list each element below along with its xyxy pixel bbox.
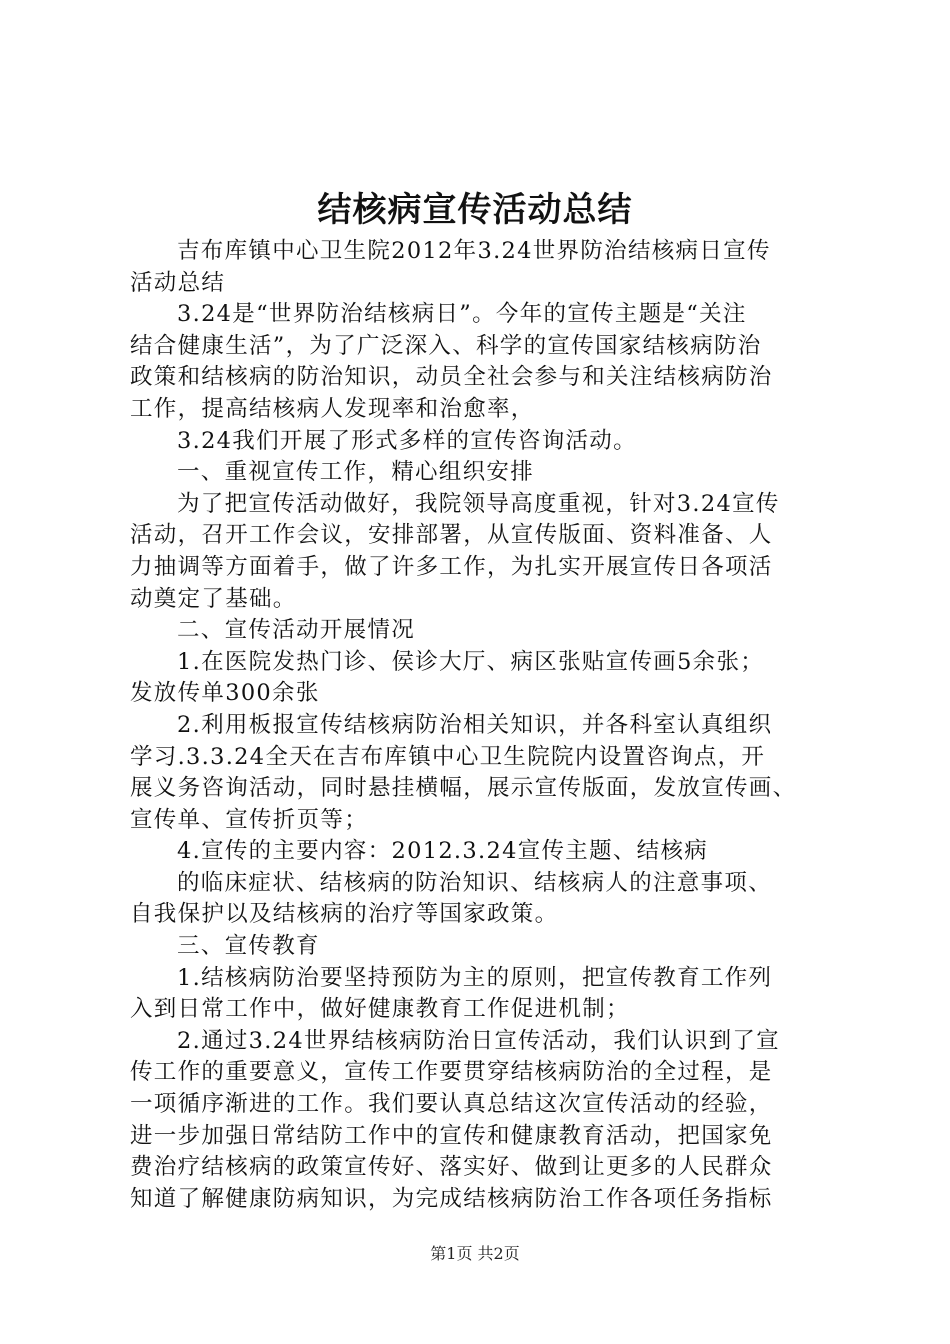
text-line: 1.在医院发热门诊、侯诊大厅、病区张贴宣传画5余张； — [177, 648, 765, 675]
text-line: 入到日常工作中，做好健康教育工作促进机制； — [130, 996, 630, 1023]
text-line: 传工作的重要意义，宣传工作要贯穿结核病防治的全过程，是 — [130, 1059, 773, 1086]
text-line: 工作，提高结核病人发现率和治愈率， — [130, 395, 535, 422]
text-line: 动奠定了基础。 — [130, 585, 297, 612]
text-line: 费治疗结核病的政策宣传好、落实好、做到让更多的人民群众 — [130, 1154, 773, 1181]
text-line: 发放传单300余张 — [130, 680, 320, 707]
text-line: 二、宣传活动开展情况 — [177, 617, 416, 644]
text-line: 4.宣传的主要内容：2012.3.24宣传主题、结核病 — [177, 838, 709, 865]
text-line: 知道了解健康防病知识，为完成结核病防治工作各项任务指标 — [130, 1185, 773, 1212]
text-line: 力抽调等方面着手，做了许多工作，为扎实开展宣传日各项活 — [130, 553, 773, 580]
text-line: 2.通过3.24世界结核病防治日宣传活动，我们认识到了宣 — [177, 1027, 780, 1054]
text-line: 1.结核病防治要坚持预防为主的原则，把宣传教育工作列 — [177, 964, 773, 991]
text-line: 2.利用板报宣传结核病防治相关知识，并各科室认真组织 — [177, 711, 773, 738]
text-line: 活动，召开工作会议，安排部署，从宣传版面、资料准备、人 — [130, 522, 773, 549]
text-line: 展义务咨询活动，同时悬挂横幅，展示宣传版面，发放宣传画、 — [130, 775, 797, 802]
text-line: 为了把宣传活动做好，我院领导高度重视，针对3.24宣传 — [177, 490, 780, 517]
text-line: 进一步加强日常结防工作中的宣传和健康教育活动，把国家免 — [130, 1122, 773, 1149]
text-line: 三、宣传教育 — [177, 933, 320, 960]
text-line: 3.24我们开展了形式多样的宣传咨询活动。 — [177, 427, 637, 454]
text-line: 宣传单、宣传折页等； — [130, 806, 369, 833]
text-line: 一、重视宣传工作，精心组织安排 — [177, 459, 535, 486]
text-line: 自我保护以及结核病的治疗等国家政策。 — [130, 901, 559, 928]
text-line: 的临床症状、结核病的防治知识、结核病人的注意事项、 — [177, 869, 773, 896]
document-body — [130, 236, 830, 1215]
text-line: 政策和结核病的防治知识，动员全社会参与和关注结核病防治 — [130, 364, 773, 391]
document-title: 结核病宣传活动总结 — [317, 190, 633, 230]
text-line: 学习.3.3.24全天在吉布库镇中心卫生院院内设置咨询点，开 — [130, 743, 766, 770]
page-footer: 第1页 共2页 — [430, 1244, 520, 1263]
text-line: 结合健康生活”，为了广泛深入、科学的宣传国家结核病防治 — [130, 332, 762, 359]
text-line: 吉布库镇中心卫生院2012年3.24世界防治结核病日宣传 — [177, 238, 771, 264]
text-line: 活动总结 — [130, 269, 226, 296]
text-line: 一项循序渐进的工作。我们要认真总结这次宣传活动的经验， — [130, 1091, 773, 1118]
text-line: 3.24是“世界防治结核病日”。今年的宣传主题是“关注 — [177, 301, 747, 328]
